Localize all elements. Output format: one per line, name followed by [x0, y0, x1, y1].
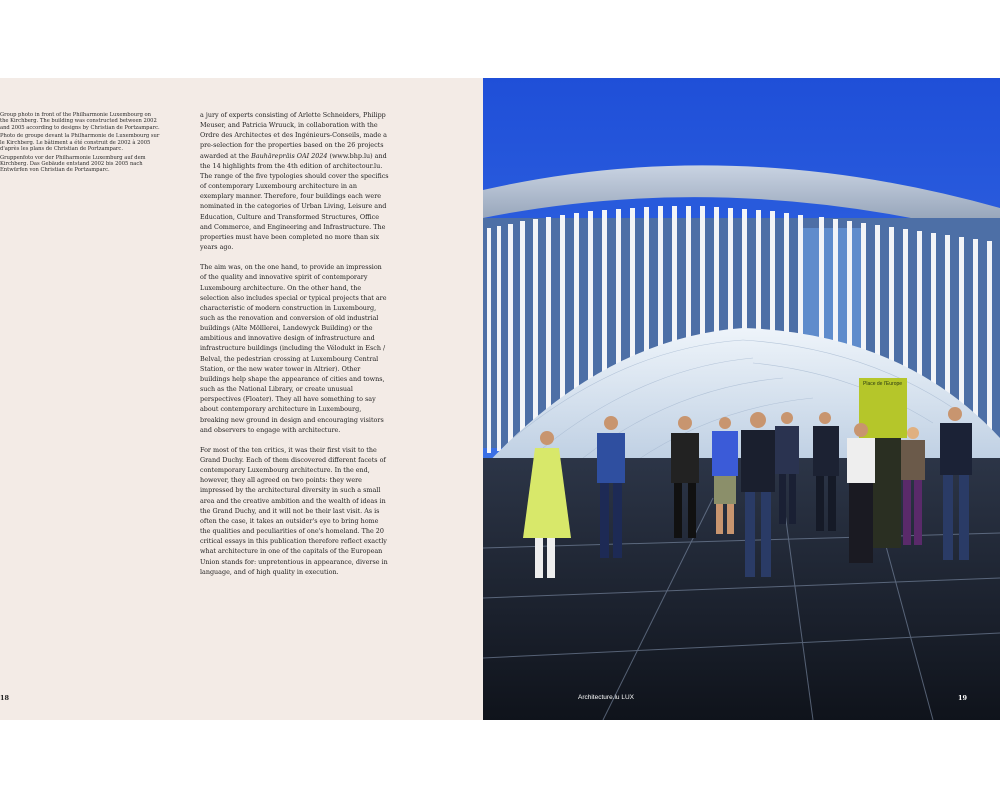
paragraph-critics: For most of the ten critics, it was their first visit to the Grand Duchy. Each of them discovered different facets of contemporary Luxembourg architecture. In the end, however, they all agreed on two points: they were impressed by the architectural diversity in such a small area and the creative ambition and the wealth of ideas in the Grand Duchy, and it will not be their last visit. As is often the case, it takes an outsider's eye to bring home the qualities and peculiarities of one's homeland. The 20 critical essays in this publication therefore reflect exactly what architecture in one of the capitals of the European Union stands for: unpretentious in appearance, diverse in language, and of high quality in execution.: [200, 445, 388, 576]
paragraph-jury: [200, 110, 390, 252]
paragraph-aim: The aim was, on the one hand, to provide an impression of the quality and innovative spirit of contemporary Luxembourg architecture. On the other hand, the selection also includes special or typical projects that are characteristic of modern construction in Luxembourg, such as the renovation and conversion of old industrial buildings (Alte Mölllerei, Landewyck Building) or the ambitious and innovative design of infrastructure and infrastructure buildings (including the Vélodukt in Esch / Belval, the pedestrian crossing at Luxembourg Central Station, or the new water tower in Altrier). Other buildings help shape the appearance of cities and towns, such as the National Library, or create unusual perspectives (Floater). They all have something to say about contemporary architecture in Luxembourg, breaking new ground in design and encouraging visitors and observers to engage with architecture.: [200, 263, 387, 434]
person-white-blouse: [847, 423, 875, 563]
body-text: [200, 110, 390, 587]
paragraph-jury-part-a: a jury of experts consisting of Arlette Schneiders, Philipp Meuser, and Patricia Wruuck, in collaboration with the Ordre des Architectes et des Ingénieurs-Conseils, made a pre-selection for the properties based on the 26 projects awarded at the: [200, 111, 387, 160]
sign-label: Place de l'Europe: [863, 381, 903, 387]
group-photo: [483, 78, 1000, 720]
award-name: Bauhärepräis OAI 2024: [251, 151, 328, 160]
page-number-left: 18: [0, 694, 10, 702]
photo-caption: [0, 112, 160, 176]
page-number-right: 19: [958, 694, 968, 702]
caption-french: Photo de groupe devant la Philharmonie de Luxembourg sur le Kirchberg. Le bâtiment a été construit de 2002 à 2005 d'après les plans de Christian de Portzamparc.: [0, 133, 160, 152]
caption-german: Gruppenfoto vor der Philharmonie Luxemburg auf dem Kirchberg. Das Gebäude entstand 2002 bis 2005 nach Entwürfen von Christian de Portzamparc.: [0, 154, 146, 174]
running-head: Architecture.lu LUX: [578, 694, 634, 701]
magazine-spread: [0, 78, 1000, 720]
left-page: [0, 78, 483, 720]
right-page-photo: [483, 78, 1000, 720]
paragraph-jury-part-b: (www.bhp.lu) and the 14 highlights from the 4th edition of architectour.lu. The range of the five typologies should cover the specifics of contemporary Luxembourg architecture in an exemplary manner. Therefore, four buildings each were nominated in the categories of Urban Living, Leisure and Education, Culture and Transformed Structures, Office and Commerce, and Engineering and Infrastructure. The properties must have been completed no more than six years ago.: [200, 151, 389, 252]
caption-english: Group photo in front of the Philharmonie Luxembourg on the Kirchberg. The building was constructed between 2002 and 2005 according to designs by Christian de Portzamparc.: [0, 112, 160, 131]
